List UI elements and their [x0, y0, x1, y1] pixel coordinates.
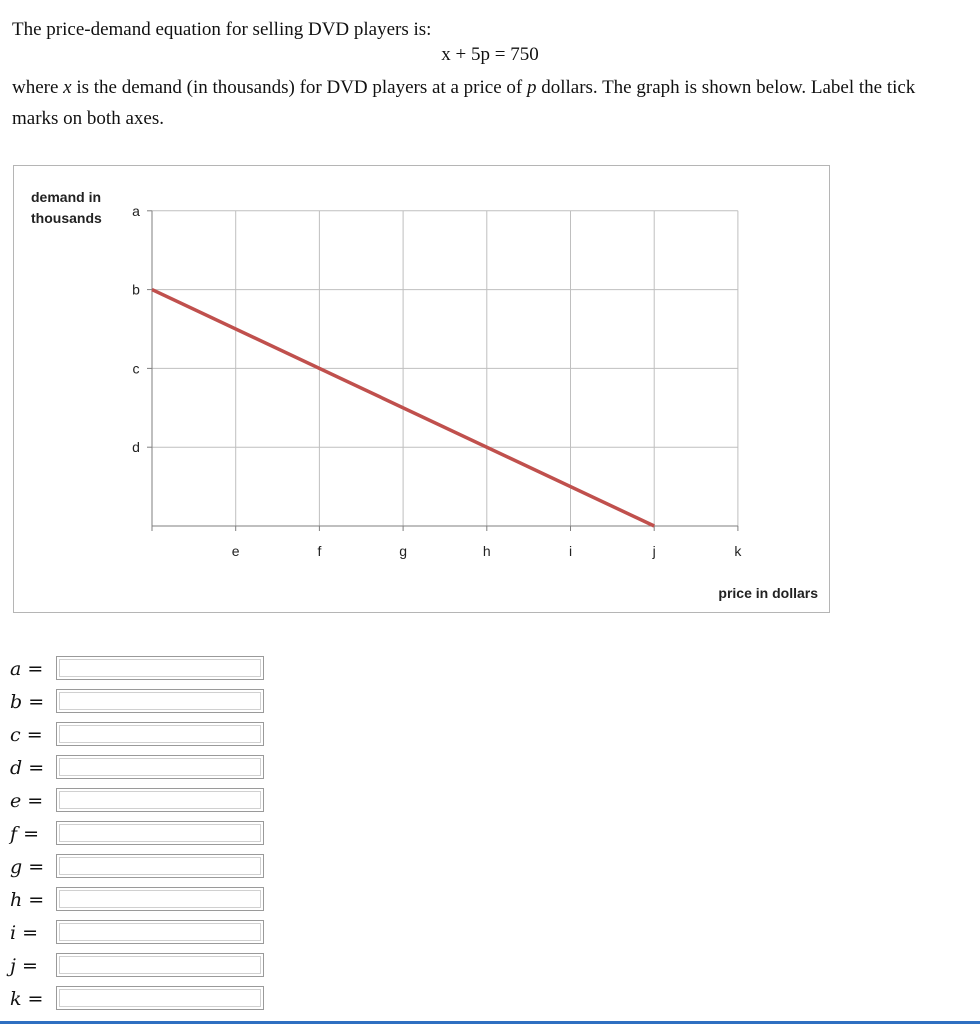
answer-variable: a [10, 658, 22, 680]
answer-label-e [10, 787, 50, 815]
grid [152, 211, 738, 526]
equals-sign: = [21, 658, 44, 680]
demand-graph [14, 166, 829, 612]
equals-sign: = [22, 691, 45, 713]
question-intro-text: The price-demand equation for selling DVD players is: [12, 19, 432, 40]
answer-variable: h [10, 889, 23, 911]
x-tick-label-k: k [734, 543, 742, 559]
answer-label-g [10, 853, 50, 881]
equals-sign: = [21, 790, 44, 812]
answer-label-f [10, 820, 50, 848]
y-axis-title-line2: thousands [31, 210, 102, 226]
answer-variable: i [10, 922, 17, 944]
equals-sign: = [22, 889, 45, 911]
answer-input-g[interactable] [56, 854, 264, 878]
answer-input-a[interactable] [56, 656, 264, 680]
answer-label-d [10, 754, 50, 782]
variable-x: x [63, 77, 72, 98]
answer-label-j [10, 952, 50, 980]
answer-variable: g [10, 856, 23, 878]
answer-input-i[interactable] [56, 920, 264, 944]
x-tick-label-i: i [568, 543, 573, 559]
answer-variable: d [10, 757, 23, 779]
equals-sign: = [17, 823, 40, 845]
question-end: dollars. The graph is shown below. Label the tick marks on both axes. [12, 77, 916, 129]
answer-input-k[interactable] [56, 986, 264, 1010]
answer-input-f[interactable] [56, 821, 264, 845]
answer-variable: f [10, 823, 18, 845]
answer-label-c [10, 721, 50, 749]
question-middle: is the demand (in thousands) for DVD players at a price of [71, 77, 527, 98]
answer-input-d[interactable] [56, 755, 264, 779]
equals-sign: = [22, 757, 45, 779]
x-tick-label-g: g [399, 543, 407, 559]
variable-p: p [526, 77, 537, 98]
answer-label-k [10, 985, 50, 1013]
y-tick-label-b: b [132, 281, 140, 298]
x-axis-title: price in dollars [718, 585, 818, 601]
question-description [12, 72, 962, 134]
answer-variable: b [10, 691, 23, 713]
answer-label-b [10, 688, 50, 716]
y-tick-label-a: a [132, 202, 140, 219]
equals-sign: = [15, 955, 38, 977]
labels [31, 189, 818, 601]
question-intro [12, 14, 962, 45]
graph-container [13, 165, 830, 613]
y-tick-label-d: d [132, 439, 140, 456]
x-tick-label-j: j [652, 543, 656, 559]
y-tick-label-c: c [132, 360, 140, 377]
answer-label-a [10, 655, 50, 683]
x-tick-label-f: f [317, 543, 322, 559]
answer-input-b[interactable] [56, 689, 264, 713]
answer-variable: j [10, 955, 16, 977]
answer-input-e[interactable] [56, 788, 264, 812]
answer-input-h[interactable] [56, 887, 264, 911]
x-tick-label-e: e [231, 543, 240, 559]
question-where: where [12, 77, 64, 98]
answer-label-i [10, 919, 50, 947]
answer-variable: k [10, 988, 22, 1010]
answer-variable: c [10, 724, 21, 746]
answer-input-j[interactable] [56, 953, 264, 977]
answer-input-c[interactable] [56, 722, 264, 746]
equals-sign: = [21, 988, 44, 1010]
y-axis-title-line1: demand in [31, 189, 102, 205]
equals-sign: = [22, 856, 45, 878]
x-tick-label-h: h [482, 543, 491, 559]
answer-label-h [10, 886, 50, 914]
equals-sign: = [16, 922, 39, 944]
equals-sign: = [20, 724, 43, 746]
answer-variable: e [10, 790, 22, 812]
equation [0, 44, 980, 66]
equation-text: x + 5p = 750 [441, 44, 539, 65]
